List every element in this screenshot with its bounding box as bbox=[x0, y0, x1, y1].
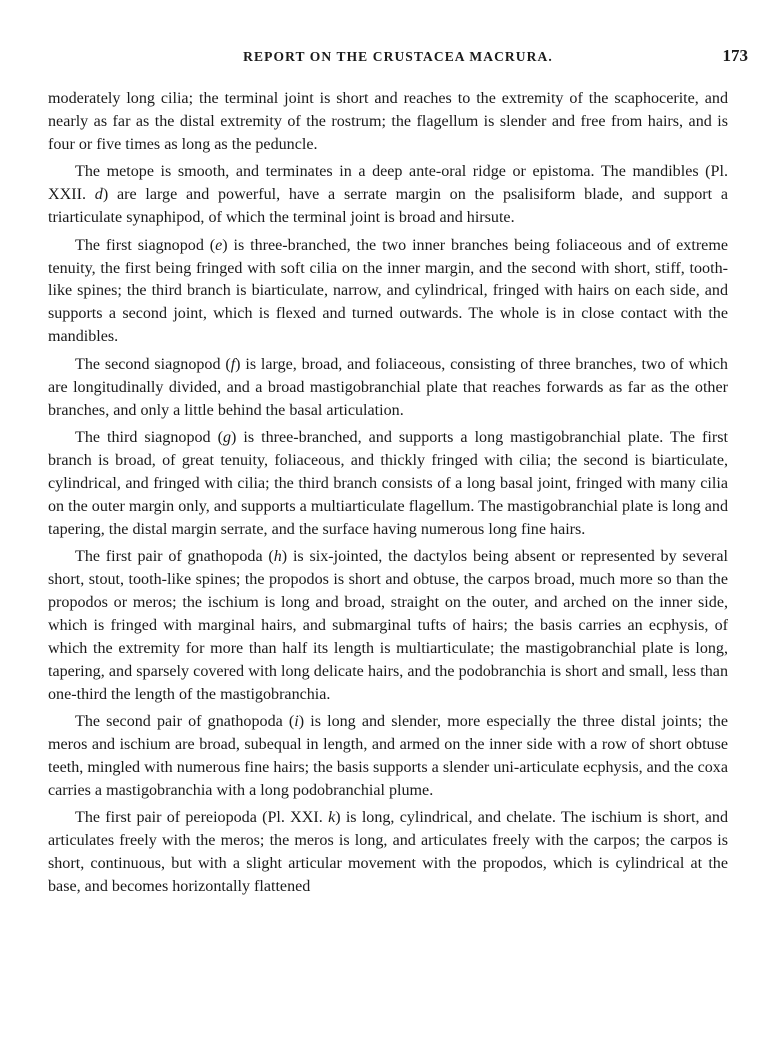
figure-reference-letter: f bbox=[230, 355, 236, 373]
text-run: ) is three-branched, the two inner branches being foliaceous and of extreme tenuity, the first being fringed with soft cilia on the inner margin, and the second with short, stiff, tooth-like spines; the third branch is biarticulate, narrow, and cylindrical, fringed with hairs on each side, and supports a second joint, which is flexed and turned outwards. The whole is in close contact with the mandibles. bbox=[48, 236, 728, 346]
text-run: The first pair of gnathopoda ( bbox=[75, 548, 274, 566]
text-run: The second pair of gnathopoda ( bbox=[75, 713, 295, 731]
body-text bbox=[48, 88, 728, 904]
text-run: The second siagnopod ( bbox=[75, 355, 231, 373]
figure-reference-letter: e bbox=[215, 236, 223, 254]
text-run: ) is large, broad, and foliaceous, consisting of three branches, two of which are longitudinally divided, and a broad mastigobranchial plate that reaches forwards as far as the other branches, and only a little behind the basal articulation. bbox=[48, 355, 728, 419]
text-run: ) is six-jointed, the dactylos being absent or represented by several short, stout, tooth-like spines; the propodos is short and obtuse, the carpos broad, much more so than the propodos or meros; the ischium is long and broad, straight on the outer, and arched on the inner side, which is fringed with marginal hairs, and submarginal tufts of hairs; the basis carries an ecphysis, of which the extremity for more than half its length is multiarticulate; the mastigobranchial plate is long, tapering, and sparsely covered with long delicate hairs, and the podobranchia is short and small, less than one-third the length of the mastigobranchia. bbox=[48, 548, 729, 703]
paragraph bbox=[48, 427, 728, 542]
figure-reference-letter: k bbox=[328, 809, 336, 827]
text-run: ) are large and powerful, have a serrate margin on the psalisiform blade, and support a triarticulate synaphipod, of which the terminal joint is broad and hirsute. bbox=[48, 186, 728, 227]
paragraph bbox=[48, 807, 728, 899]
paragraph bbox=[48, 88, 728, 157]
figure-reference-letter: g bbox=[222, 429, 231, 447]
page-number: 173 bbox=[722, 46, 748, 65]
paragraph bbox=[48, 354, 728, 423]
running-title: REPORT ON THE CRUSTACEA MACRURA. bbox=[243, 49, 553, 64]
text-run: The metope is smooth, and terminates in a deep ante-oral ridge or epistoma. The mandibles (Pl. XXII. bbox=[48, 163, 728, 204]
paragraph bbox=[48, 161, 728, 230]
text-run: ) is three-branched, and supports a long mastigobranchial plate. The first branch is broad, of great tenuity, foliaceous, and thickly fringed with cilia; the second is biarticulate, cylindrical, and fringed with cilia; the third branch consists of a long basal joint, fringed with many cilia on the outer margin only, and supports a multiarticulate flagellum. The mastigobranchial plate is long and tapering, the distal margin serrate, and the surface having numerous long fine hairs. bbox=[48, 429, 728, 538]
running-head bbox=[48, 46, 748, 70]
text-run: The first pair of pereiopoda (Pl. XXI. bbox=[75, 809, 329, 827]
text-run: moderately long cilia; the terminal joint is short and reaches to the extremity of the scaphocerite, and nearly as far as the distal extremity of the rostrum; the flagellum is slender and free from hairs, and is four or five times as long as the peduncle. bbox=[48, 90, 728, 153]
text-run: The third siagnopod ( bbox=[75, 429, 223, 447]
figure-reference-letter: i bbox=[294, 713, 299, 731]
paragraph bbox=[48, 235, 728, 350]
figure-reference-letter: h bbox=[273, 548, 282, 566]
paragraph bbox=[48, 711, 728, 803]
text-run: ) is long, cylindrical, and chelate. The ischium is short, and articulates freely with the meros; the meros is long, and articulates freely with the carpos; the carpos is short, continuous, but with a slight articular movement with the propodos, which is cylindrical at the base, and becomes horizontally flattened bbox=[48, 809, 728, 896]
text-run: The first siagnopod ( bbox=[75, 236, 216, 254]
figure-reference-letter: d bbox=[94, 186, 103, 204]
paragraph bbox=[48, 546, 728, 706]
text-run: ) is long and slender, more especially the three distal joints; the meros and ischium are broad, subequal in length, and armed on the inner side with a row of short obtuse teeth, mingled with numerous fine hairs; the basis supports a slender uni-articulate ecphysis, and the coxa carries a mastigobranchia with a long podobranchial plume. bbox=[48, 713, 728, 799]
